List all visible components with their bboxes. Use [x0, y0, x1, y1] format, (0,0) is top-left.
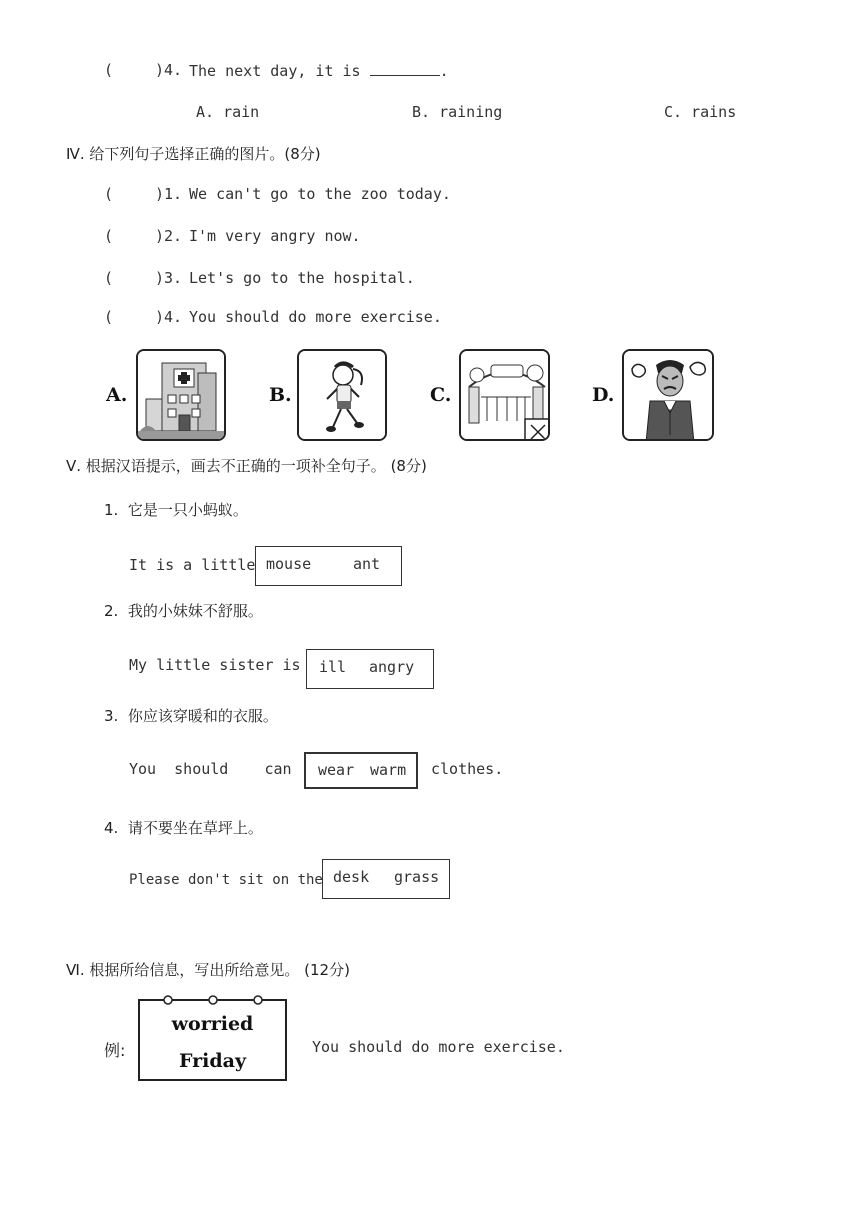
- q4-paren: (: [104, 61, 114, 79]
- section4-item-paren: (: [104, 227, 114, 245]
- choice-option-a[interactable]: mouse: [266, 555, 312, 573]
- q4-question: [189, 61, 449, 80]
- section5-item-2-sentence: My little sister is: [129, 656, 301, 674]
- picture-label-d: D.: [592, 384, 615, 406]
- section4-item-text: Let's go to the hospital.: [189, 269, 415, 287]
- example-label: 例:: [104, 1041, 126, 1060]
- section4-item-number: )2.: [155, 227, 183, 245]
- section5-item-1-sentence: It is a little: [129, 556, 256, 574]
- calendar-rings-icon: [138, 993, 287, 1007]
- section6-heading: Ⅵ. 根据所给信息，写出所给意见。 (12分): [66, 961, 350, 979]
- q4-option-b: B. raining: [412, 103, 503, 121]
- choice-option-a[interactable]: wear: [318, 761, 355, 779]
- section4-item-paren: (: [104, 269, 114, 287]
- example-answer: You should do more exercise.: [312, 1038, 565, 1056]
- choice-option-b[interactable]: grass: [394, 868, 440, 886]
- section5-item-4-prompt: 4. 请不要坐在草坪上。: [104, 819, 263, 837]
- picture-label-b: B.: [269, 384, 292, 406]
- choice-option-b[interactable]: angry: [369, 658, 415, 676]
- choice-option-a[interactable]: desk: [333, 868, 370, 886]
- calendar-day: Friday: [178, 1050, 247, 1072]
- section4-item-paren: (: [104, 185, 114, 203]
- picture-label-c: C.: [430, 384, 452, 406]
- calendar-mood: worried: [171, 1013, 254, 1035]
- section5-heading: Ⅴ. 根据汉语提示，画去不正确的一项补全句子。 (8分): [66, 457, 427, 475]
- q4-answer-blank[interactable]: [370, 61, 440, 76]
- section4-item-number: )1.: [155, 185, 183, 203]
- section4-item-text: I'm very angry now.: [189, 227, 361, 245]
- section5-item-3-prompt: 3. 你应该穿暖和的衣服。: [104, 707, 278, 725]
- zoo-gate-closed-icon: [459, 349, 550, 441]
- section4-item-number: )3.: [155, 269, 183, 287]
- q4-number: )4.: [155, 61, 183, 79]
- section4-item-number: )4.: [155, 308, 183, 326]
- q4-option-c: C. rains: [664, 103, 737, 121]
- section4-item-text: You should do more exercise.: [189, 308, 442, 326]
- section5-item-4-sentence: Please don't sit on the: [129, 872, 323, 888]
- section5-item-3-sentence: You should can: [129, 760, 292, 778]
- choice-option-a[interactable]: ill: [319, 658, 347, 676]
- section5-item-1-prompt: 1. 它是一只小蚂蚁。: [104, 501, 248, 519]
- q4-question-end: .: [439, 62, 449, 80]
- q4-question-text: The next day, it is: [189, 62, 361, 80]
- choice-option-b[interactable]: ant: [353, 555, 381, 573]
- angry-man-icon: [622, 349, 714, 441]
- section5-item-1-choice-box[interactable]: [255, 546, 402, 586]
- choice-option-b[interactable]: warm: [370, 761, 407, 779]
- q4-option-a: A. rain: [196, 103, 260, 121]
- hospital-icon: [136, 349, 226, 441]
- section5-item-4-choice-box[interactable]: [322, 859, 450, 899]
- section5-item-2-prompt: 2. 我的小妹妹不舒服。: [104, 602, 263, 620]
- section4-item-paren: (: [104, 308, 114, 326]
- section5-item-3-after: clothes.: [431, 760, 504, 778]
- picture-label-a: A.: [106, 384, 128, 406]
- section4-heading: Ⅳ. 给下列句子选择正确的图片。(8分): [66, 145, 321, 163]
- calendar-card: [138, 999, 287, 1081]
- section5-item-2-choice-box[interactable]: [306, 649, 434, 689]
- running-girl-icon: [297, 349, 387, 441]
- section5-item-3-choice-box[interactable]: [304, 752, 418, 789]
- section4-item-text: We can't go to the zoo today.: [189, 185, 451, 203]
